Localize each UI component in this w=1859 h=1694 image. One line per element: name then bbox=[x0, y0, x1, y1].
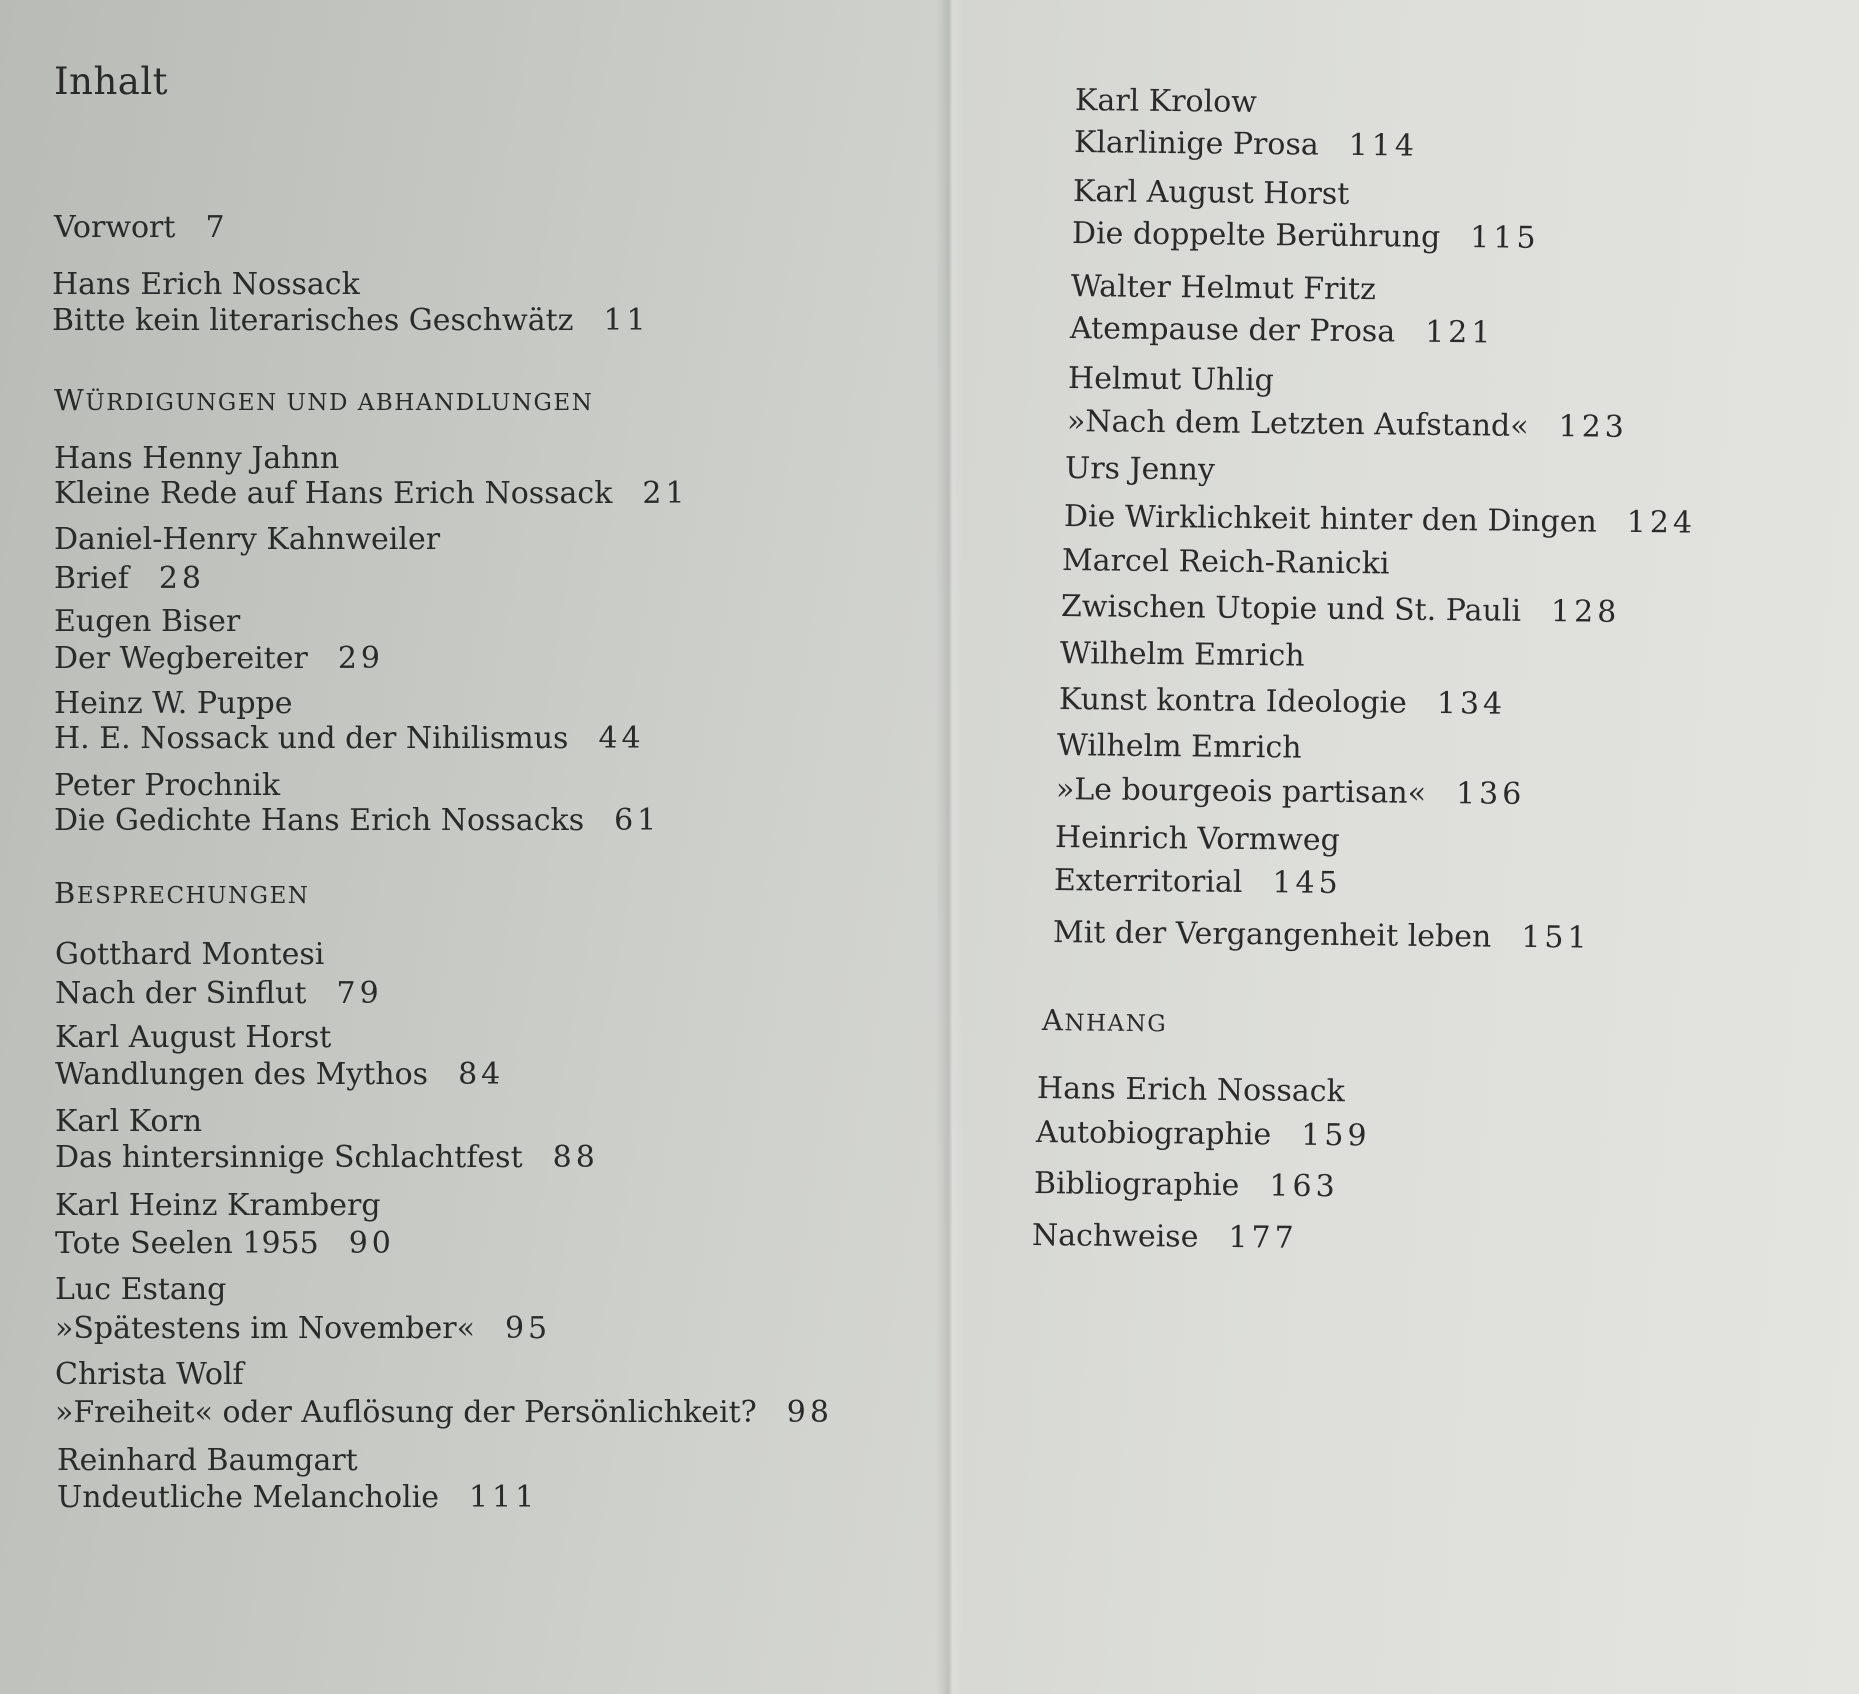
toc-entry bbox=[1036, 1115, 1371, 1155]
entry-page: 134 bbox=[1436, 685, 1507, 722]
toc-entry bbox=[55, 1311, 551, 1347]
toc-entry bbox=[1061, 589, 1621, 631]
entry-author: Peter Prochnik bbox=[54, 768, 281, 803]
toc-entry bbox=[1064, 499, 1696, 542]
entry-author: Hans Erich Nossack bbox=[1036, 1071, 1345, 1110]
entry-author: Luc Estang bbox=[55, 1272, 227, 1307]
entry-title: Die Wirklichkeit hinter den Dingen bbox=[1063, 499, 1597, 540]
toc-entry-standalone bbox=[1053, 915, 1591, 957]
entry-title: Die doppelte Berührung bbox=[1071, 216, 1441, 255]
entry-page: 136 bbox=[1455, 776, 1526, 812]
entry-page: 111 bbox=[468, 1480, 539, 1515]
entry-page: 163 bbox=[1269, 1168, 1339, 1205]
entry-page: 115 bbox=[1470, 220, 1540, 256]
entry-title: Nach der Sinflut bbox=[55, 976, 307, 1011]
entry-title: H. E. Nossack und der Nihilismus bbox=[54, 721, 569, 756]
entry-page: 145 bbox=[1272, 865, 1342, 902]
entry-author: Karl Heinz Kramberg bbox=[55, 1188, 381, 1223]
entry-author: Karl Krolow bbox=[1074, 83, 1258, 120]
toc-entry bbox=[57, 1480, 538, 1516]
section-heading-wuerdigungen: WÜRDIGUNGEN UND ABHANDLUNGEN bbox=[54, 383, 594, 417]
entry-page: 11 bbox=[603, 303, 650, 338]
entry-page: 95 bbox=[504, 1311, 552, 1346]
entry-page: 84 bbox=[458, 1057, 505, 1092]
entry-author: Helmut Uhlig bbox=[1067, 361, 1275, 399]
toc-entry bbox=[1067, 404, 1628, 446]
entry-page: 29 bbox=[337, 641, 385, 676]
entry-page: 124 bbox=[1626, 504, 1697, 541]
entry-page: 177 bbox=[1228, 1220, 1298, 1256]
entry-page: 98 bbox=[786, 1395, 833, 1430]
entry-title: Tote Seelen 1955 bbox=[55, 1226, 319, 1261]
entry-page: 88 bbox=[552, 1140, 599, 1175]
toc-entry bbox=[1032, 1218, 1298, 1257]
entry-author: Walter Helmut Fritz bbox=[1070, 269, 1377, 308]
entry-page: 61 bbox=[614, 803, 661, 838]
entry-title: »Le bourgeois partisan« bbox=[1055, 772, 1427, 811]
entry-page: 28 bbox=[158, 561, 206, 596]
toc-entry bbox=[54, 561, 205, 597]
section-heading-besprechungen: BESPRECHUNGEN bbox=[54, 876, 310, 910]
entry-title: Zwischen Utopie und St. Pauli bbox=[1060, 589, 1522, 629]
toc-entry bbox=[54, 803, 660, 839]
toc-entry bbox=[55, 1395, 833, 1431]
toc-entry bbox=[54, 721, 645, 757]
entry-author: Daniel-Henry Kahnweiler bbox=[54, 522, 441, 557]
entry-author: Urs Jenny bbox=[1064, 451, 1216, 488]
entry-author: Eugen Biser bbox=[54, 604, 241, 639]
entry-author: Karl August Horst bbox=[1072, 174, 1350, 212]
entry-author: Wilhelm Emrich bbox=[1056, 728, 1302, 766]
toc-entry bbox=[1072, 216, 1540, 257]
toc-entry bbox=[54, 476, 689, 512]
toc-entry bbox=[55, 976, 383, 1012]
entry-title: Nachweise bbox=[1031, 1218, 1199, 1255]
entry-page: 151 bbox=[1521, 919, 1591, 956]
entry-title: Bibliographie bbox=[1033, 1166, 1240, 1204]
entry-title: Vorwort bbox=[54, 210, 176, 245]
entry-title: Der Wegbereiter bbox=[54, 641, 308, 676]
entry-page: 114 bbox=[1348, 127, 1419, 164]
entry-title: Kleine Rede auf Hans Erich Nossack bbox=[54, 476, 613, 511]
entry-page: 7 bbox=[205, 210, 229, 245]
toc-entry bbox=[1074, 125, 1418, 165]
toc-entry bbox=[55, 1057, 504, 1093]
entry-page: 159 bbox=[1301, 1117, 1371, 1154]
entry-title: Autobiographie bbox=[1035, 1115, 1272, 1153]
entry-author: Karl August Horst bbox=[55, 1020, 332, 1055]
entry-title: Klarlinige Prosa bbox=[1073, 125, 1319, 163]
entry-title: Undeutliche Melancholie bbox=[57, 1480, 439, 1515]
toc-entry bbox=[1054, 863, 1342, 902]
toc-entry-intro bbox=[52, 303, 650, 339]
entry-page: 79 bbox=[336, 976, 383, 1011]
toc-entry bbox=[1059, 682, 1506, 723]
entry-title: »Spätestens im November« bbox=[55, 1311, 475, 1346]
entry-page: 21 bbox=[642, 476, 689, 511]
entry-title: Das hintersinnige Schlachtfest bbox=[55, 1140, 523, 1175]
entry-author: Reinhard Baumgart bbox=[57, 1443, 358, 1478]
entry-author: Hans Erich Nossack bbox=[52, 267, 360, 302]
entry-title: Die Gedichte Hans Erich Nossacks bbox=[54, 803, 585, 838]
entry-page: 121 bbox=[1425, 314, 1495, 351]
entry-author: Hans Henny Jahnn bbox=[54, 441, 340, 476]
toc-entry bbox=[1070, 311, 1495, 351]
entry-title: Exterritorial bbox=[1053, 863, 1243, 900]
toc-entry bbox=[54, 641, 384, 677]
entry-title: »Nach dem Letzten Aufstand« bbox=[1066, 404, 1529, 444]
toc-entry bbox=[55, 1226, 395, 1262]
entry-author: Christa Wolf bbox=[55, 1357, 244, 1392]
entry-author: Heinz W. Puppe bbox=[54, 686, 293, 721]
entry-author: Gotthard Montesi bbox=[55, 937, 325, 972]
section-heading-anhang: ANHANG bbox=[1041, 1003, 1168, 1038]
toc-entry bbox=[1034, 1166, 1339, 1205]
entry-author: Karl Korn bbox=[55, 1104, 203, 1139]
entry-title: Mit der Vergangenheit leben bbox=[1052, 915, 1492, 955]
page-title: Inhalt bbox=[54, 60, 169, 103]
toc-entry bbox=[55, 1140, 599, 1176]
entry-title: Kunst kontra Ideologie bbox=[1058, 682, 1408, 721]
entry-page: 90 bbox=[348, 1226, 395, 1261]
entry-title: Brief bbox=[54, 561, 129, 596]
entry-author: Marcel Reich-Ranicki bbox=[1061, 543, 1390, 582]
entry-title: Atempause der Prosa bbox=[1069, 311, 1396, 350]
toc-entry-vorwort bbox=[54, 210, 229, 246]
toc-entry bbox=[1056, 772, 1526, 813]
entry-author: Heinrich Vormweg bbox=[1054, 820, 1341, 858]
entry-page: 44 bbox=[598, 721, 645, 756]
entry-title: Bitte kein literarisches Geschwätz bbox=[52, 303, 574, 338]
entry-title: Wandlungen des Mythos bbox=[55, 1057, 429, 1092]
entry-page: 128 bbox=[1550, 594, 1621, 630]
entry-title: »Freiheit« oder Auflösung der Persönlichkeit? bbox=[55, 1395, 757, 1430]
right-page bbox=[950, 0, 1859, 1694]
entry-page: 123 bbox=[1558, 409, 1629, 445]
book-gutter bbox=[936, 0, 964, 1694]
entry-author: Wilhelm Emrich bbox=[1059, 636, 1305, 674]
